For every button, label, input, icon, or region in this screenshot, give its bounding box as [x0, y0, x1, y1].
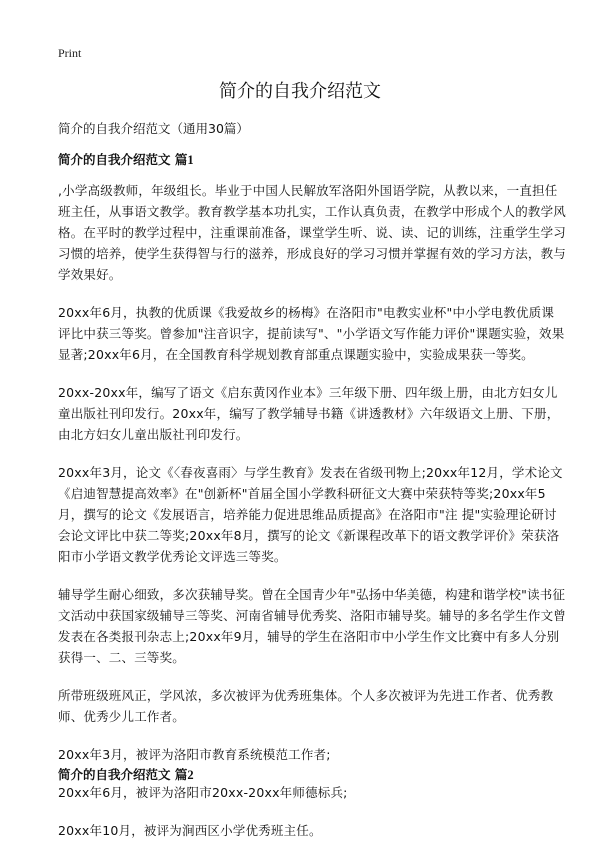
section-heading-2-text: 简介的自我介绍范文 篇: [58, 767, 188, 782]
section-heading-1-number: 1: [187, 153, 194, 167]
section-heading-2: [58, 766, 194, 784]
section-heading-1-text: 简介的自我介绍范文 篇: [58, 152, 188, 167]
document-title: 简介的自我介绍范文: [219, 81, 381, 102]
print-link[interactable]: Print: [58, 46, 82, 60]
paragraph-intro: ,小学高级教师，年级组长。毕业于中国人民解放军洛阳外国语学院，从教以来，一直担任班主任，从事语文教学。教育教学基本功扎实，工作认真负责，在教学中形成个人的教学风格。在平时的教学过程中，注重课前准备，课堂学生听、说、读、记的训练，注重学生学习习惯的培养，使学生获得智与行的滋养，形成良好的学习习惯并掌握有效的学习方法，教与学效果好。: [58, 183, 567, 282]
paragraph-publications: 20xx-20xx年，编写了语文《启东黄冈作业本》三年级下册、四年级上册，由北方妇女儿童出版社刊印发行。20xx年，编写了教学辅导书籍《讲透教材》六年级语文上册、下册，由北方妇女儿童出版社刊印发行。: [58, 385, 560, 442]
paragraph-awards: 20xx年6月，执教的优质课《我爱故乡的杨梅》在洛阳市"电教实业杯"中小学电教优质课评比中获三等奖。曾参加"注音识字，提前读写"、"小学语文写作能力评价"课题实验，效果显著;20xx年6月，在全国教育科学规划教育部重点课题实验中，实验成果获一等奖。: [58, 305, 565, 362]
paragraph-honor-1: 20xx年3月，被评为洛阳市教育系统模范工作者;: [58, 747, 331, 762]
document-subtitle: 简介的自我介绍范文（通用30篇）: [58, 121, 249, 136]
paragraph-honor-2: 20xx年6月，被评为洛阳市20xx-20xx年师德标兵;: [58, 785, 348, 800]
section-heading-2-number: 2: [187, 768, 194, 782]
paragraph-honor-3: 20xx年10月，被评为涧西区小学优秀班主任。: [58, 823, 322, 838]
section-1-body: [58, 180, 566, 858]
paragraph-class-honors: 所带班级班风正，学风浓，多次被评为优秀班集体。个人多次被评为先进工作者、优秀教师、优秀少儿工作者。: [58, 688, 554, 724]
section-heading-1: [58, 151, 194, 169]
paragraph-papers: 20xx年3月，论文《〈春夜喜雨〉与学生教育》发表在省级刊物上;20xx年12月，学术论文《启迪智慧提高效率》在"创新杯"首届全国小学教科研征文大赛中荣获特等奖;20xx年5月，撰写的论文《发展语言，培养能力促进思维品质提高》在洛阳市"注 提"实验理论研讨会论文评比中获二等奖;20xx年8月，撰写的论文《新课程改革下的语文教学评价》荣获洛阳市小学语文教学优秀论文评选三等奖。: [58, 465, 563, 564]
paragraph-tutoring: 辅导学生耐心细致，多次获辅导奖。曾在全国青少年"弘扬中华美德，构建和谐学校"读书征文活动中获国家级辅导三等奖、河南省辅导优秀奖、洛阳市辅导奖。辅导的多名学生作文曾发表在各类报刊杂志上;20xx年9月，辅导的学生在洛阳市中小学生作文比赛中有多人分别获得一、二、三等奖。: [58, 587, 567, 665]
